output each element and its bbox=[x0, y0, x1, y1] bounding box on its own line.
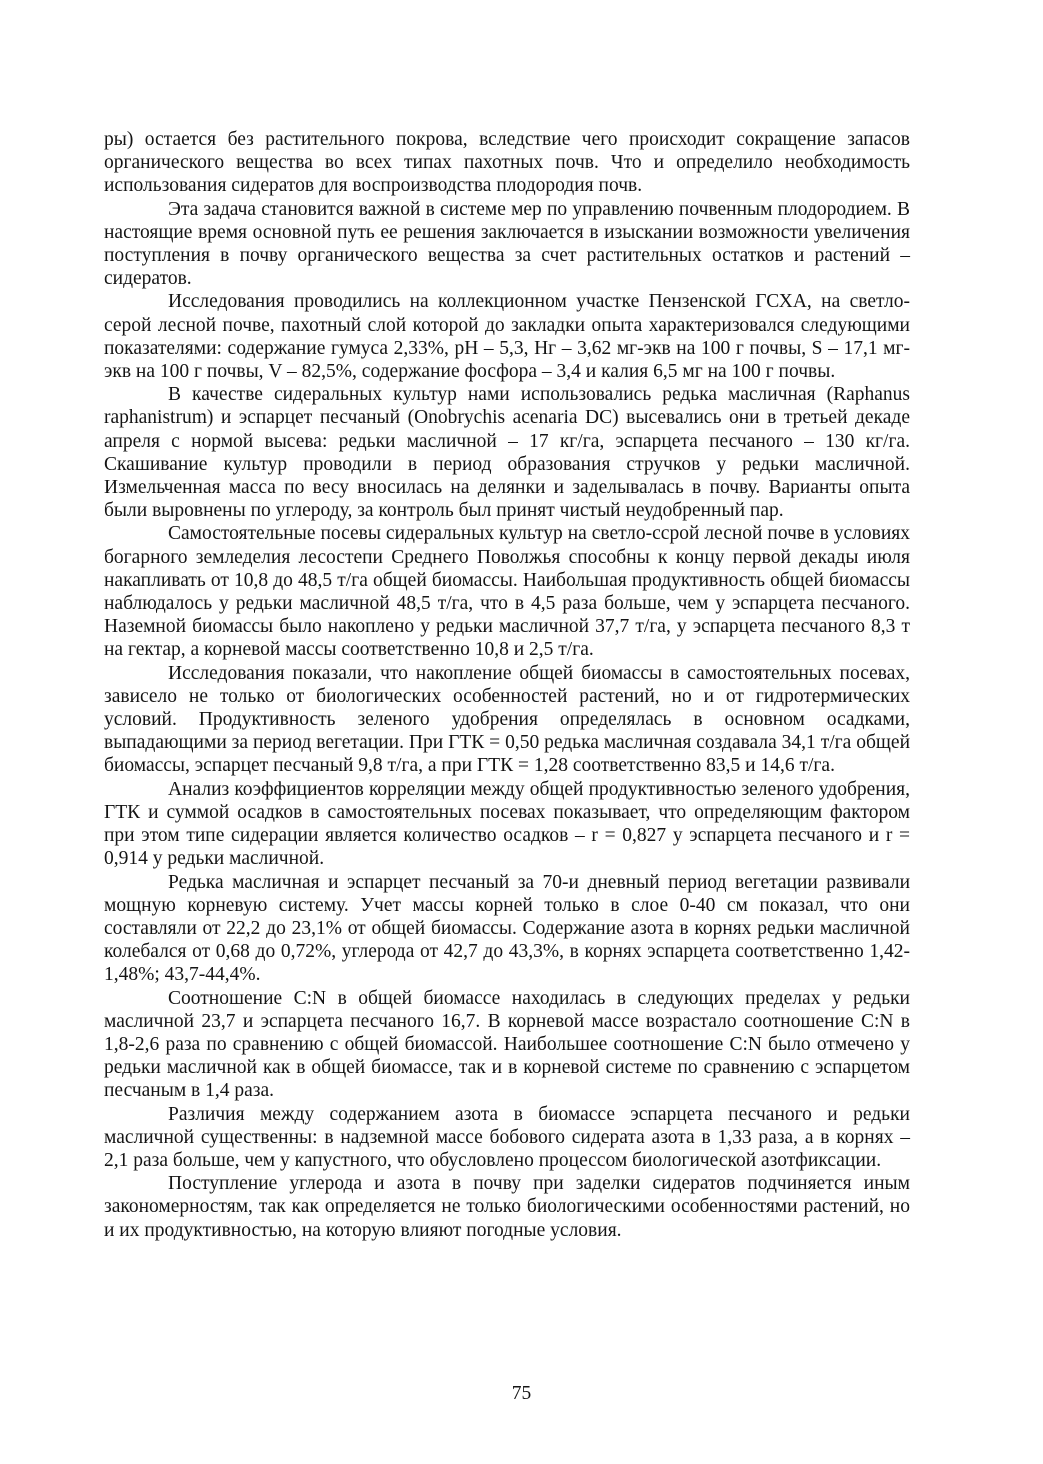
document-body bbox=[104, 128, 910, 1242]
paragraph-5: Самостоятельные посевы сидеральных культур на светло-ссрой лесной почве в условиях богарного земледелия лесостепи Среднего Поволжья способны к концу первой декады июля накапливать от 10,8 до 48,5 т/га общей биомассы. Наибольшая продуктивность общей биомассы наблюдалось у редьки масличной 48,5 т/га, что в 4,5 раза больше, чем у эспарцета песчаного. Наземной биомассы было накоплено у редьки масличной 37,7 т/га, у эспарцета песчаного 8,3 т на гектар, а корневой массы соответственно 10,8 и 2,5 т/га. bbox=[104, 523, 910, 661]
paragraph-10: Различия между содержанием азота в биомассе эспарцета песчаного и редьки масличной существенны: в надземной массе бобового сидерата азота в 1,33 раза, а в корнях – 2,1 раза больше, чем у капустного, что обусловлено процессом биологической азотфиксации. bbox=[104, 1103, 910, 1171]
paragraph-4: В качестве сидеральных культур нами использовались редька масличная (Raphanus raphanistrum) и эспарцет песчаный (Onobrychis acenaria DC) высевались они в третьей декаде апреля с нормой высева: редьки масличной – 17 кг/га, эспарцета песчаного – 130 кг/га. Скашивание культур проводили в период образования стручков у редьки масличной. Измельченная масса по весу вносилась на делянки и заделывалась в почву. Варианты опыта были выровнены по углероду, за контроль был принят чистый неудобренный пар. bbox=[104, 384, 910, 522]
paragraph-6: Исследования показали, что накопление общей биомассы в самостоятельных посевах, зависело не только от биологических особенностей растений, но и от гидротермических условий. Продуктивность зеленого удобрения определялась в основном осадками, выпадающими за период вегетации. При ГТК = 0,50 редька масличная создавала 34,1 т/га общей биомассы, эспарцет песчаный 9,8 т/га, а при ГТК = 1,28 соответственно 83,5 и 14,6 т/га. bbox=[104, 662, 910, 777]
paragraph-9: Соотношение C:N в общей биомассе находилась в следующих пределах у редьки масличной 23,7 и эспарцета песчаного 16,7. В корневой массе возрастало соотношение C:N в 1,8-2,6 раза по сравнению с общей биомассой. Наибольшее соотношение C:N было отмечено у редьки масличной как в общей биомассе, так и в корневой системе по сравнению с эспарцетом песчаным в 1,4 раза. bbox=[104, 987, 910, 1102]
paragraph-11: Поступление углерода и азота в почву при заделки сидератов подчиняется иным закономерностям, так как определяется не только биологическими особенностями растений, но и их продуктивностью, на которую влияют погодные условия. bbox=[104, 1173, 910, 1241]
paragraph-2: Эта задача становится важной в системе мер по управлению почвенным плодородием. В настоящие время основной путь ее решения заключается в изыскании возможности увеличения поступления в почву органического вещества за счет растительных остатков и растений – сидератов. bbox=[104, 198, 910, 290]
paragraph-1: ры) остается без растительного покрова, вследствие чего происходит сокращение запасов органического вещества во всех типах пахотных почв. Что и определило необходимость использования сидератов для воспроизводства плодородия почв. bbox=[104, 129, 910, 197]
paragraph-8: Редька масличная и эспарцет песчаный за 70-и дневный период вегетации развивали мощную корневую систему. Учет массы корней только в слое 0-40 см показал, что они составляли от 22,2 до 23,1% от общей биомассы. Содержание азота в корнях редьки масличной колебался от 0,68 до 0,72%, углерода от 42,7 до 43,3%, в корнях эспарцета соответственно 1,42-1,48%; 43,7-44,4%. bbox=[104, 871, 910, 986]
paragraph-3: Исследования проводились на коллекционном участке Пензенской ГСХА, на светло-серой лесной почве, пахотный слой которой до закладки опыта характеризовался следующими показателями: содержание гумуса 2,33%, pH – 5,3, Hг – 3,62 мг-экв на 100 г почвы, S – 17,1 мг-экв на 100 г почвы, V – 82,5%, содержание фосфора – 3,4 и калия 6,5 мг на 100 г почвы. bbox=[104, 291, 910, 383]
page-number: 75 bbox=[511, 1383, 532, 1404]
paragraph-7: Анализ коэффициентов корреляции между общей продуктивностью зеленого удобрения, ГТК и суммой осадков в самостоятельных посевах показывает, что определяющим фактором при этом типе сидерации является количество осадков – r = 0,827 у эспарцета песчаного и r = 0,914 у редьки масличной. bbox=[104, 778, 910, 870]
